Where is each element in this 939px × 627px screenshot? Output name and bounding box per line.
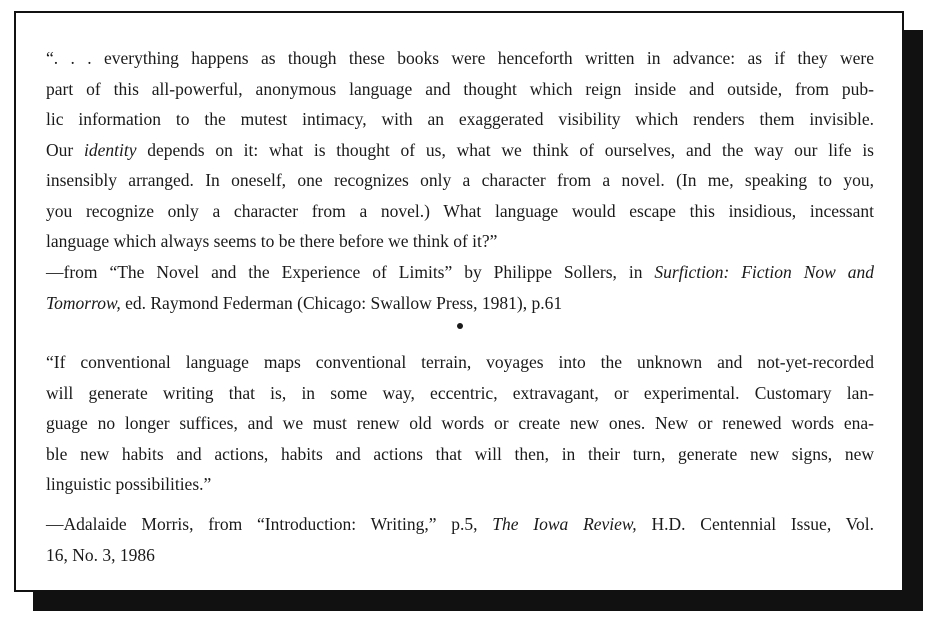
bullet-dot-icon xyxy=(457,323,463,329)
quote1-word-our: Our xyxy=(46,139,74,160)
quote1-line-6: you recognize only a character from a novel.) What language would escape this insidious, incessant xyxy=(46,200,874,221)
cite2-suffix-1: H.D. Centennial Issue, Vol. xyxy=(651,514,875,534)
quote2-line-3: guage no longer suffices, and we must renew old words or create new ones. New or renewed words ena- xyxy=(46,413,874,433)
quote2-line-4: ble new habits and actions, habits and actions that will then, in their turn, generate new signs, new xyxy=(46,443,874,464)
cite2-line-2: 16, No. 3, 1986 xyxy=(46,544,155,565)
sollers-citation xyxy=(46,257,874,317)
morris-quote xyxy=(46,347,874,497)
cite1-book-title-cont: Tomorrow, xyxy=(46,292,121,313)
cite2-journal: The Iowa Review, xyxy=(492,514,637,534)
cite1-prefix: —from “The Novel and the Experience of Limits” by Philippe Sollers, in xyxy=(46,262,643,282)
quote1-line-3: lic information to the mutest intimacy, with an exaggerated visibility which renders them invisible. xyxy=(46,109,874,129)
quote2-line-5: linguistic possibilities.” xyxy=(46,474,212,494)
quote1-word-identity: identity xyxy=(84,139,137,160)
morris-citation xyxy=(46,509,874,570)
quote1-line-2: part of this all-powerful, anonymous language and thought which reign inside and outside, from pub- xyxy=(46,78,874,99)
quote2-line-2: will generate writing that is, in some way, eccentric, extravagant, or experimental. Customary lan- xyxy=(46,382,874,403)
cite2-line-1 xyxy=(46,509,874,540)
cite1-line-2 xyxy=(46,288,874,319)
quote1-line-7: language which always seems to be there before we think of it?” xyxy=(46,231,498,251)
sollers-quote xyxy=(46,43,874,257)
separator xyxy=(46,317,874,343)
quote1-line-4 xyxy=(46,135,874,166)
cite1-book-title: Surfiction: Fiction Now and xyxy=(654,262,874,282)
cite1-line-1 xyxy=(46,257,874,288)
quote1-line-5: insensibly arranged. In oneself, one recognizes only a character from a novel. (In me, speaking to you, xyxy=(46,170,874,190)
cite2-prefix: —Adalaide Morris, from “Introduction: Writing,” p.5, xyxy=(46,514,478,534)
quote1-line-1: “. . . everything happens as though these books were henceforth written in advance: as if they were xyxy=(46,48,874,68)
quote2-line-1: “If conventional language maps conventional terrain, voyages into the unknown and not-yet-recorded xyxy=(46,352,874,372)
cite1-suffix: ed. Raymond Federman (Chicago: Swallow Press, 1981), p.61 xyxy=(125,292,563,313)
quote1-line-4-rest: depends on it: what is thought of us, what we think of ourselves, and the way our life is xyxy=(147,139,874,160)
quote-box xyxy=(14,11,904,592)
